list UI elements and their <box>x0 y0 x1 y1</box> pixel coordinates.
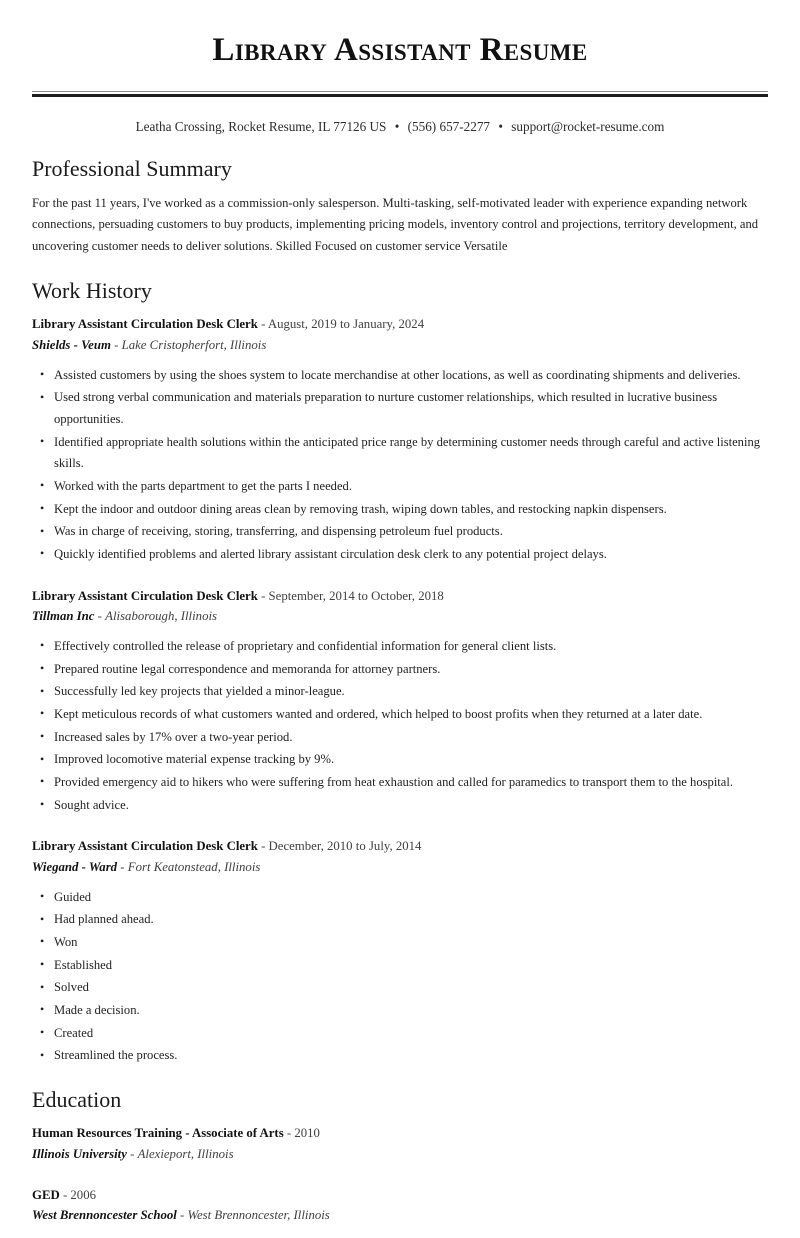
contact-line <box>32 118 768 136</box>
work-bullet: • Made a decision. <box>32 1000 768 1022</box>
work-entry-location: Alisaborough, Illinois <box>105 609 218 624</box>
work-entry-company: Shields - Veum <box>32 337 111 352</box>
work-bullet: • Effectively controlled the release of proprietary and confidential information for general client lists. <box>32 636 768 658</box>
section-heading-education: Education <box>32 1086 122 1112</box>
education-school-dash: - <box>130 1147 135 1161</box>
education-location: Alexieport, Illinois <box>137 1147 234 1161</box>
section-heading-work-history: Work History <box>32 277 152 303</box>
work-entry-location: Fort Keatonstead, Illinois <box>127 859 261 874</box>
section-professional-summary <box>32 156 768 257</box>
work-entry-dash: - <box>261 839 266 854</box>
work-bullet: • Identified appropriate health solutions within the anticipated price range by determining customer needs through careful and active listening skills. <box>32 432 768 475</box>
education-dash: - <box>62 1187 68 1202</box>
education-entry <box>32 1123 768 1164</box>
page-title: Library Assistant Resume <box>212 32 588 68</box>
education-degree: Human Resources Training - Associate of Arts <box>32 1126 284 1141</box>
work-history-list <box>32 314 768 1067</box>
education-school-dash: - <box>180 1208 185 1223</box>
work-bullet: • Created <box>32 1023 768 1045</box>
work-bullet: • Streamlined the process. <box>32 1045 768 1067</box>
work-bullet: • Increased sales by 17% over a two-year period. <box>32 727 768 749</box>
work-bullet: • Prepared routine legal correspondence and memoranda for attorney partners. <box>32 659 768 681</box>
education-school: Illinois University <box>32 1147 127 1161</box>
resume-page <box>0 32 800 1238</box>
work-bullet: • Used strong verbal communication and materials preparation to nurture customer relationships, which resulted in lucrative business opportunities. <box>32 387 768 430</box>
section-heading-summary: Professional Summary <box>32 156 232 182</box>
work-entry <box>32 586 768 817</box>
work-bullet: • Worked with the parts department to get the parts I needed. <box>32 476 768 498</box>
work-bullet: • Assisted customers by using the shoes system to locate merchandise at other locations, as well as coordinating shipments and deliveries. <box>32 365 768 387</box>
work-entry-title: Library Assistant Circulation Desk Clerk <box>32 317 258 332</box>
section-work-history <box>32 278 768 1067</box>
work-entry-bullets <box>32 636 768 816</box>
work-entry-bullets <box>32 887 768 1067</box>
education-year: 2006 <box>70 1187 96 1202</box>
work-entry-location: Lake Cristopherfort, Illinois <box>121 337 267 352</box>
section-education <box>32 1087 768 1226</box>
education-entry-school-line <box>32 1205 768 1226</box>
work-entry-bullets <box>32 365 768 566</box>
work-bullet: • Improved locomotive material expense tracking by 9%. <box>32 749 768 771</box>
work-entry-title: Library Assistant Circulation Desk Clerk <box>32 588 258 603</box>
resume-header <box>32 32 768 136</box>
work-entry-title-line <box>32 836 768 857</box>
work-bullet: • Successfully led key projects that yielded a minor-league. <box>32 681 768 703</box>
work-entry-title-line <box>32 586 768 607</box>
work-entry-company: Tillman Inc <box>32 609 95 624</box>
work-entry-title: Library Assistant Circulation Desk Clerk <box>32 839 258 854</box>
education-list <box>32 1123 768 1226</box>
education-entry-school-line <box>32 1144 768 1165</box>
work-entry-company-line <box>32 335 768 356</box>
work-entry-title-line <box>32 314 768 335</box>
education-dash: - <box>286 1126 292 1141</box>
work-bullet: • Was in charge of receiving, storing, transferring, and dispensing petroleum fuel products. <box>32 521 768 543</box>
contact-separator-1: • <box>394 118 400 134</box>
contact-email[interactable]: support@rocket-resume.com <box>511 118 665 134</box>
header-divider <box>32 91 768 97</box>
work-bullet: • Sought advice. <box>32 795 768 817</box>
education-entry-degree-line <box>32 1123 768 1144</box>
work-entry-dash: - <box>261 588 266 603</box>
work-entry <box>32 836 768 1067</box>
work-bullet: • Guided <box>32 887 768 909</box>
work-bullet: • Provided emergency aid to hikers who were suffering from heat exhaustion and called for paramedics to transport them to the hospital. <box>32 772 768 794</box>
work-entry-dash: - <box>261 317 266 332</box>
education-degree: GED <box>32 1187 60 1202</box>
contact-separator-2: • <box>498 118 503 134</box>
work-bullet: • Kept meticulous records of what customers wanted and ordered, which helped to boost profits when they returned at a later date. <box>32 704 768 726</box>
work-entry-company-dash: - <box>97 609 102 624</box>
work-entry-company-dash: - <box>114 337 119 352</box>
work-bullet: • Established <box>32 955 768 977</box>
education-location: West Brennoncester, Illinois <box>187 1208 330 1223</box>
work-bullet: • Solved <box>32 977 768 999</box>
contact-address: Leatha Crossing, Rocket Resume, IL 77126 US <box>135 118 387 134</box>
work-entry-company-line <box>32 857 768 878</box>
work-entry <box>32 314 768 565</box>
education-school: West Brennoncester School <box>32 1208 177 1223</box>
work-entry-company: Wiegand - Ward <box>32 859 118 874</box>
work-bullet: • Won <box>32 932 768 954</box>
summary-text: For the past 11 years, I've worked as a commission-only salesperson. Multi-tasking, self-motivated leader with experience expanding network connections, persuading customers to buy products, implementing pricing models, inventory control and projections, territory development, and uncovering customer needs to deliver solutions. Skilled Focused on customer service Versatile <box>32 195 759 254</box>
divider-thick-line <box>32 94 768 97</box>
work-entry-company-dash: - <box>120 859 125 874</box>
work-bullet: • Kept the indoor and outdoor dining areas clean by removing trash, wiping down tables, and restocking napkin dispensers. <box>32 499 768 521</box>
work-entry-company-line <box>32 606 768 627</box>
contact-phone: (556) 657-2277 <box>407 118 491 134</box>
education-entry <box>32 1185 768 1226</box>
work-entry-dates: September, 2014 to October, 2018 <box>268 588 444 603</box>
work-entry-dates: August, 2019 to January, 2024 <box>267 317 425 332</box>
education-year: 2010 <box>294 1126 320 1141</box>
work-bullet: • Quickly identified problems and alerted library assistant circulation desk clerk to any potential project delays. <box>32 544 768 566</box>
work-entry-dates: December, 2010 to July, 2014 <box>268 839 422 854</box>
education-entry-degree-line <box>32 1185 768 1206</box>
work-bullet: • Had planned ahead. <box>32 909 768 931</box>
